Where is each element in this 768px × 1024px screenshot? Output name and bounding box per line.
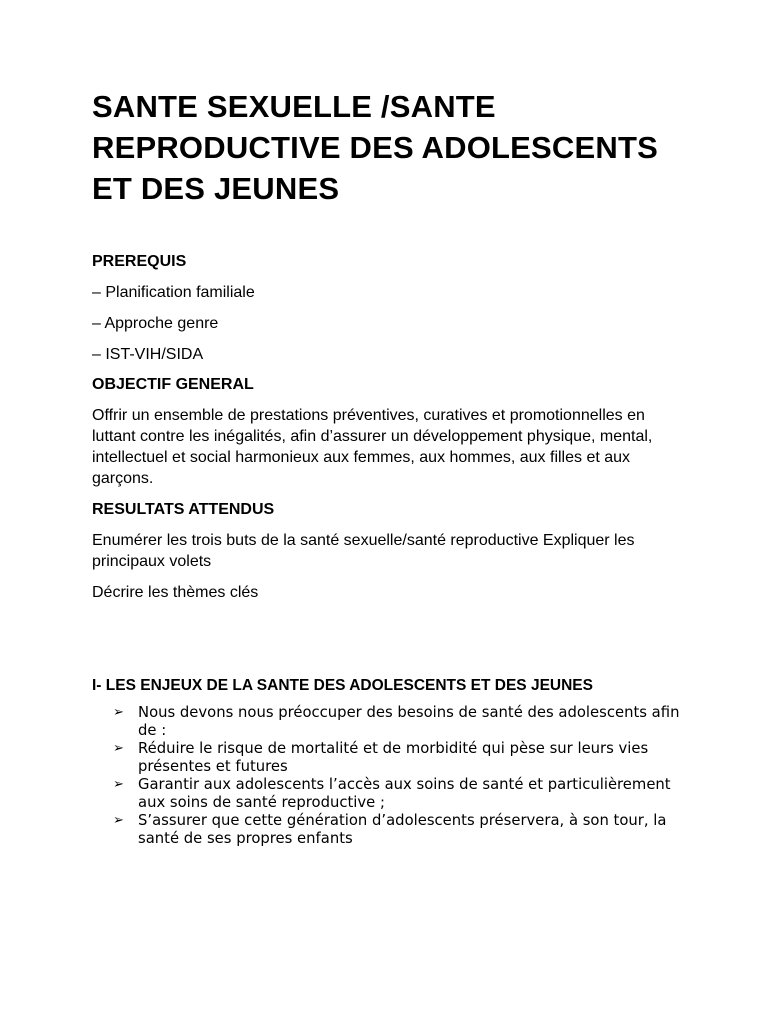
- bullet-text: Nous devons nous préoccuper des besoins de santé des adolescents afin de :: [138, 704, 680, 739]
- resultats-paragraph: Décrire les thèmes clés: [92, 584, 259, 601]
- bullet-item: [113, 776, 692, 812]
- document-page: [92, 86, 692, 848]
- arrowhead-bullet-icon: ➢: [113, 777, 124, 792]
- bullet-item: [113, 812, 692, 848]
- bullet-text: Garantir aux adolescents l’accès aux soins de santé et particulièrement aux soins de santé reproductive ;: [138, 776, 671, 811]
- arrowhead-bullet-icon: ➢: [113, 705, 124, 720]
- prerequis-item: – Planification familiale: [92, 284, 255, 301]
- document-title: SANTE SEXUELLE /SANTE REPRODUCTIVE DES ADOLESCENTS ET DES JEUNES: [92, 89, 658, 206]
- bullet-item: [113, 740, 692, 776]
- arrowhead-bullet-icon: ➢: [113, 813, 124, 828]
- resultats-heading: RESULTATS ATTENDUS: [92, 501, 275, 518]
- resultats-paragraph: Enumérer les trois buts de la santé sexuelle/santé reproductive Expliquer les principaux volets: [92, 532, 635, 570]
- enjeux-bullet-list: [92, 704, 692, 848]
- bullet-text: S’assurer que cette génération d’adolescents préservera, à son tour, la santé de ses propres enfants: [138, 812, 667, 847]
- prerequis-item: – Approche genre: [92, 315, 219, 332]
- bullet-text: Réduire le risque de mortalité et de morbidité qui pèse sur leurs vies présentes et futures: [138, 740, 649, 775]
- prerequis-heading: PREREQUIS: [92, 253, 187, 270]
- objectif-paragraph: Offrir un ensemble de prestations préventives, curatives et promotionnelles en luttant contre les inégalités, afin d’assurer un développement physique, mental, intellectuel et social harmonieux aux femmes, aux hommes, aux filles et aux garçons.: [92, 407, 653, 487]
- objectif-heading: OBJECTIF GENERAL: [92, 376, 254, 393]
- prerequis-item: – IST-VIH/SIDA: [92, 346, 204, 363]
- bullet-item: [113, 704, 692, 740]
- enjeux-heading: I- LES ENJEUX DE LA SANTE DES ADOLESCENTS ET DES JEUNES: [92, 677, 593, 694]
- arrowhead-bullet-icon: ➢: [113, 741, 124, 756]
